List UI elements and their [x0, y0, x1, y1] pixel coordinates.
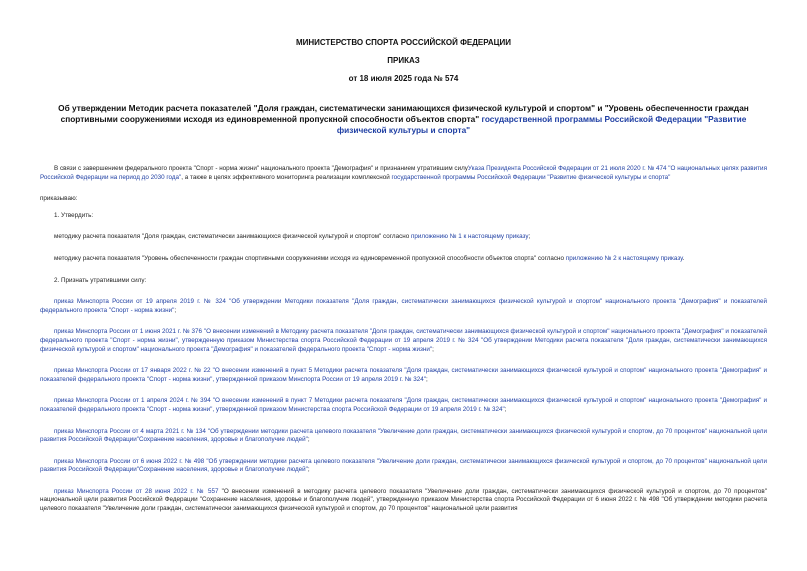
repealed-order-link[interactable]: приказ Минспорта России от 6 июня 2022 г. № 498 "Об утверждении методики расчета целевого показателя "Увеличение доли граждан, систематически занимающихся физической культурой и спортом, до 70 процентов" национальной цели развития Российской Федерации"Сохранение населения, здоровье и благополучие людей" — [40, 457, 767, 474]
repealed-order-link[interactable]: приказ Минспорта России от 4 марта 2021 г. № 134 "Об утверждении методики расчета целевого показателя "Увеличение доли граждан, систематически занимающихся физической культурой и спортом, до 70 процентов" национальной цели развития Российской Федерации"Сохранение населения, здоровье и благополучие людей" — [40, 427, 767, 444]
ministry-name: МИНИСТЕРСТВО СПОРТА РОССИЙСКОЙ ФЕДЕРАЦИИ — [295, 38, 512, 47]
approve-text: методику расчета показателя "Уровень обеспеченности граждан спортивными сооружениями исходя из единовременной пропускной способности объектов спорта" согласно — [54, 254, 566, 262]
approve-item — [40, 255, 767, 264]
approve-tail: . — [682, 254, 685, 262]
repeal-tail: ; — [432, 345, 434, 353]
repeal-item — [40, 298, 767, 315]
repealed-order-link[interactable]: приказ Минспорта России от 28 июня 2022 г. № 557 — [54, 487, 219, 495]
approve-text: методику расчета показателя "Доля граждан, систематически занимающихся физической культурой и спортом" согласно — [54, 233, 411, 241]
repeal-item — [40, 397, 767, 414]
item-2-heading: 2. Признать утратившими силу: — [54, 276, 147, 284]
repeal-tail: ; — [307, 436, 310, 444]
repeal-item — [40, 428, 767, 445]
repeal-item-last — [40, 488, 767, 514]
repeal-tail: ; — [307, 466, 310, 474]
appendix-1-link[interactable]: приложению № 1 к настоящему приказу — [410, 233, 529, 241]
approve-item — [40, 233, 767, 242]
repeal-item — [40, 328, 767, 354]
repeal-text: "О внесении изменений в методику расчета целевого показателя "Увеличение доли граждан, систематически занимающихся физической культурой и спортом, до 70 процентов" национальной цели развития Российской Федерации "Сохранение населения, здоровье и благополучие людей", утвержденную приказом Министерства спорта Российской Федерации от 6 июня 2022 г. № 498 "Об утверждении методики расчета целевого показателя "Увеличение доли граждан, систематически занимающихся физической культурой и спортом, до 70 процентов" национальной цели развития — [40, 487, 767, 513]
repealed-order-link[interactable]: приказ Минспорта России от 1 июня 2021 г. № 376 "О внесении изменений в Методику расчета показателя "Доля граждан, систематически занимающихся физической культурой и спортом" национального проекта "Демография" и показателей федерального проекта "Спорт - норма жизни", утвержденную приказом Министерства спорта Российской Федерации от 19 апреля 2019 г. № 324 "Об утверждении Методики расчета показателя "Доля граждан, систематически занимающихся физической культурой и спортом" национального проекта "Демография" и показателей федерального проекта "Спорт - норма жизни" — [40, 328, 767, 353]
appendix-2-link[interactable]: приложению № 2 к настоящему приказу — [565, 254, 683, 262]
program-link[interactable]: государственной программы Российской Федерации "Развитие физической культуры и спорта" — [391, 173, 671, 181]
item-1-heading: 1. Утвердить: — [54, 211, 94, 219]
repeal-tail: ; — [426, 375, 428, 383]
approve-tail: ; — [528, 233, 531, 241]
order-word: приказываю: — [40, 195, 78, 203]
repeal-tail: ; — [174, 306, 177, 314]
intro-paragraph — [40, 165, 767, 182]
title-program-link[interactable]: государственной программы Российской Федерации "Развитие физической культуры и спорта" — [336, 114, 747, 135]
decree-link[interactable]: Указа Президента Российской Федерации от 21 июля 2020 г. № 474 "О национальных целях развития Российской Федерации на период до 2030 года" — [40, 165, 767, 181]
document-type: ПРИКАЗ — [387, 56, 420, 65]
intro-text-2: , а также в целях эффективного мониторинга реализации комплексной — [181, 173, 392, 181]
intro-text-1: В связи с завершением федерального проекта "Спорт - норма жизни" национального проекта "Демография" и признанием утратившим силу — [54, 165, 468, 172]
title-text: Об утверждении Методик расчета показателей "Доля граждан, систематически занимающихся физической культурой и спортом" и "Уровень обеспеченности граждан спортивными сооружениями исходя из единовременной пропускной способности объектов спорта" — [58, 103, 749, 124]
repealed-order-link[interactable]: приказ Минспорта России от 19 апреля 2019 г. № 324 "Об утверждении Методики показателя "Доля граждан, систематически занимающихся физической культурой и спортом" национального проекта "Демография" и показателей федерального проекта "Спорт - норма жизни" — [40, 298, 767, 314]
repeal-tail: ; — [504, 405, 507, 413]
document-title — [40, 103, 767, 136]
repeal-item — [40, 367, 767, 384]
repealed-order-link[interactable]: приказ Минспорта России от 1 апреля 2024 г. № 394 "О внесении изменений в пункт 7 Методики расчета показателя "Доля граждан, систематически занимающихся физической культурой и спортом" национального проекта "Демография" и показателей федерального проекта "Спорт - норма жизни", утвержденной приказом Министерства спорта Российской Федерации от 19 апреля 2019 г. № 324" — [40, 397, 767, 413]
document-date: от 18 июля 2025 года № 574 — [348, 74, 459, 83]
repealed-order-link[interactable]: приказ Минспорта России от 17 января 2022 г. № 22 "О внесении изменений в пункт 5 Методики расчета показателя "Доля граждан, систематически занимающихся физической культурой и спортом" национального проекта "Демография" и показателей федерального проекта "Спорт - норма жизни", утвержденной приказом Минспорта России от 19 апреля 2019 г. № 324" — [40, 367, 767, 383]
repeal-item — [40, 458, 767, 475]
document-body — [40, 165, 767, 514]
